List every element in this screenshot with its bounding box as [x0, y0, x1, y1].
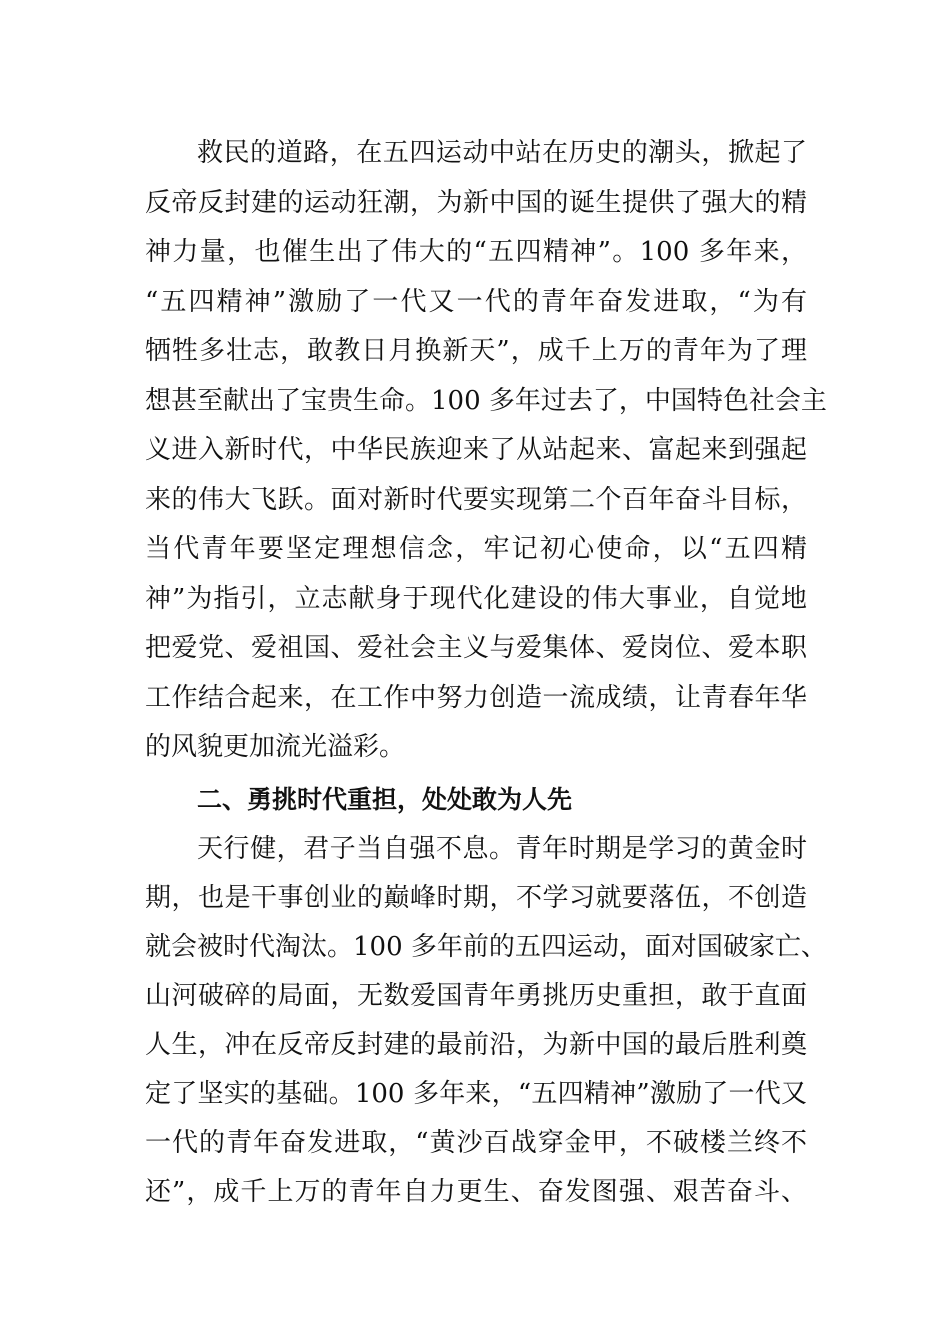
paragraph-1-line: 牺牲多壮志，敢教日月换新天”，成千上万的青年为了理: [145, 336, 807, 366]
paragraph-1-line: “五四精神”激励了一代又一代的青年奋发进取，“为有: [145, 287, 807, 317]
paragraph-1-line: 想甚至献出了宝贵生命。100 多年过去了，中国特色社会主: [145, 386, 827, 416]
paragraph-1-line: 工作结合起来，在工作中努力创造一流成绩，让青春年华: [145, 683, 807, 713]
paragraph-2-line: 定了坚实的基础。100 多年来，“五四精神”激励了一代又: [145, 1079, 807, 1109]
paragraph-2-line: 天行健，君子当自强不息。青年时期是学习的黄金时: [197, 834, 807, 864]
paragraph-2-line: 一代的青年奋发进取，“黄沙百战穿金甲，不破楼兰终不: [145, 1128, 807, 1158]
paragraph-1-line: 义进入新时代，中华民族迎来了从站起来、富起来到强起: [145, 435, 807, 465]
paragraph-2-line: 山河破碎的局面，无数爱国青年勇挑历史重担，敢于直面: [145, 981, 807, 1011]
paragraph-1-line: 把爱党、爱祖国、爱社会主义与爱集体、爱岗位、爱本职: [145, 633, 807, 663]
paragraph-1-line: 反帝反封建的运动狂潮，为新中国的诞生提供了强大的精: [145, 188, 807, 218]
section-heading: 二、勇挑时代重担，处处敢为人先: [197, 785, 573, 814]
paragraph-1-line: 的风貌更加流光溢彩。: [145, 732, 406, 762]
paragraph-1-line: 神”为指引，立志献身于现代化建设的伟大事业，自觉地: [145, 584, 807, 614]
paragraph-2-line: 就会被时代淘汰。100 多年前的五四运动，面对国破家亡、: [145, 932, 827, 962]
paragraph-2-line: 人生，冲在反帝反封建的最前沿，为新中国的最后胜利奠: [145, 1030, 807, 1060]
paragraph-1-line: 神力量，也催生出了伟大的“五四精神”。100 多年来，: [145, 237, 807, 267]
paragraph-1-line: 当代青年要坚定理想信念，牢记初心使命，以“五四精: [145, 534, 807, 564]
paragraph-1-line: 救民的道路，在五四运动中站在历史的潮头，掀起了: [197, 138, 807, 168]
paragraph-1-line: 来的伟大飞跃。面对新时代要实现第二个百年奋斗目标，: [145, 485, 807, 515]
paragraph-2-line: 期，也是干事创业的巅峰时期，不学习就要落伍，不创造: [145, 883, 807, 913]
paragraph-2-line: 还”，成千上万的青年自力更生、奋发图强、艰苦奋斗、: [145, 1177, 807, 1207]
